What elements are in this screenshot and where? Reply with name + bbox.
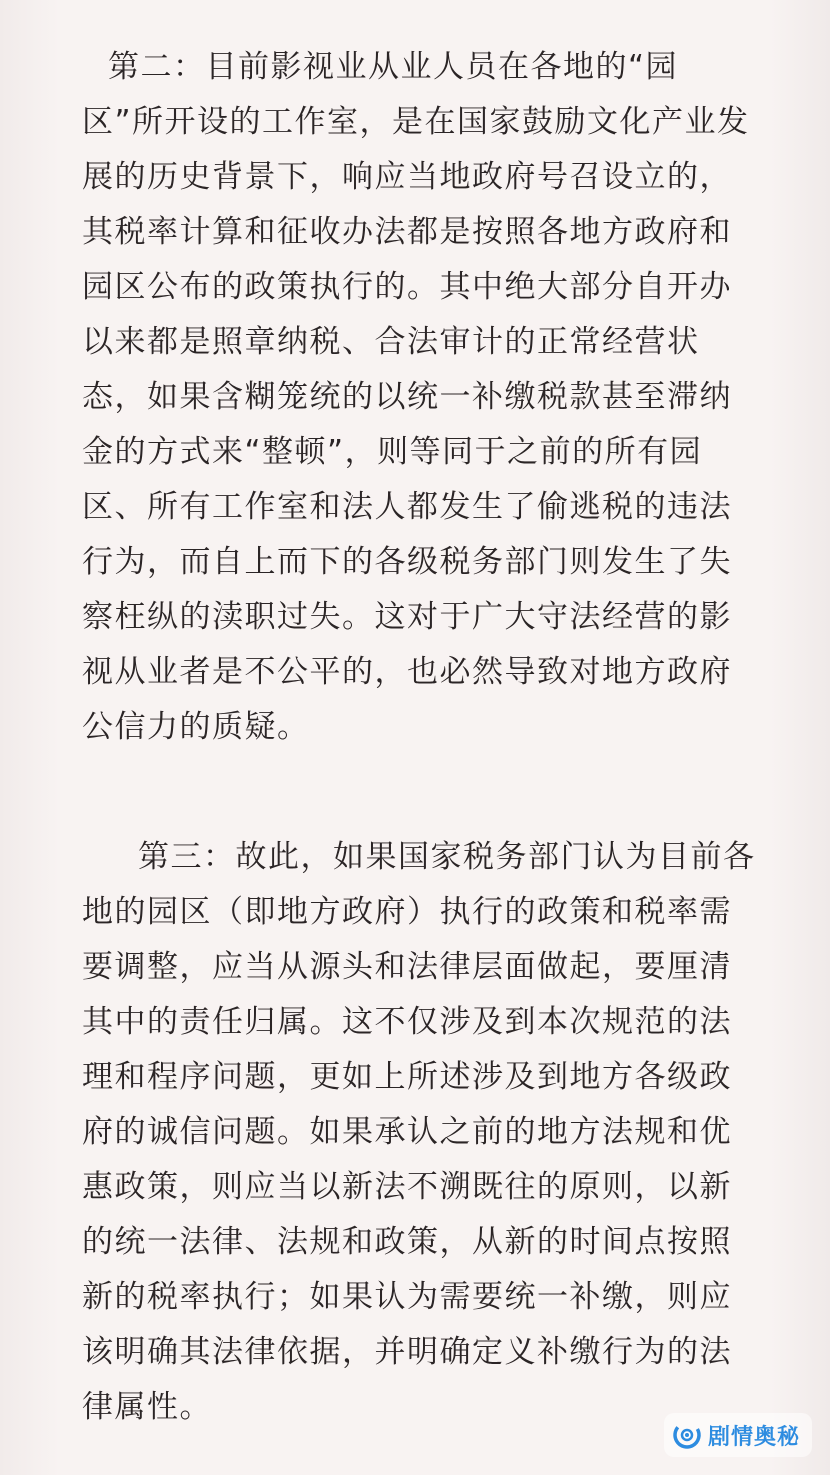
- text-line: 展的历史背景下，响应当地政府号召设立的，: [82, 159, 732, 195]
- swirl-logo-icon: [672, 1420, 702, 1450]
- text-line: 其税率计算和征收办法都是按照各地方政府和: [82, 214, 732, 250]
- text-line: 区”所开设的工作室，是在国家鼓励文化产业发: [82, 104, 750, 140]
- text-line: 要调整，应当从源头和法律层面做起，要厘清: [82, 949, 732, 985]
- text-line: 态，如果含糊笼统的以统一补缴税款甚至滞纳: [82, 379, 732, 415]
- text-line: 该明确其法律依据，并明确定义补缴行为的法: [82, 1334, 732, 1370]
- text-line: 理和程序问题，更如上所述涉及到地方各级政: [82, 1059, 732, 1095]
- text-line: 其中的责任归属。这不仅涉及到本次规范的法: [82, 1004, 732, 1040]
- text-line: 公信力的质疑。: [82, 709, 310, 745]
- watermark-text: 剧情奥秘: [707, 1424, 800, 1450]
- text-line: 察枉纵的渎职过失。这对于广大守法经营的影: [82, 599, 732, 635]
- text-line: 惠政策，则应当以新法不溯既往的原则，以新: [82, 1169, 732, 1205]
- text-line: 府的诚信问题。如果承认之前的地方法规和优: [82, 1114, 732, 1150]
- text-line: 以来都是照章纳税、合法审计的正常经营状: [82, 324, 700, 360]
- text-line: 律属性。: [82, 1389, 212, 1425]
- text-line: 第三：故此，如果国家税务部门认为目前各: [138, 839, 756, 875]
- text-line: 行为，而自上而下的各级税务部门则发生了失: [82, 544, 732, 580]
- text-line: 新的税率执行；如果认为需要统一补缴，则应: [82, 1279, 732, 1315]
- text-line: 区、所有工作室和法人都发生了偷逃税的违法: [82, 489, 732, 525]
- text-line: 第二：目前影视业从业人员在各地的“园: [108, 49, 679, 85]
- text-line: 金的方式来“整顿”，则等同于之前的所有园: [82, 434, 703, 470]
- text-line: 园区公布的政策执行的。其中绝大部分自开办: [82, 269, 732, 305]
- text-line: 视从业者是不公平的，也必然导致对地方政府: [82, 654, 732, 690]
- watermark: [664, 1413, 812, 1457]
- text-line: 的统一法律、法规和政策，从新的时间点按照: [82, 1224, 732, 1260]
- text-line: 地的园区（即地方政府）执行的政策和税率需: [82, 894, 732, 930]
